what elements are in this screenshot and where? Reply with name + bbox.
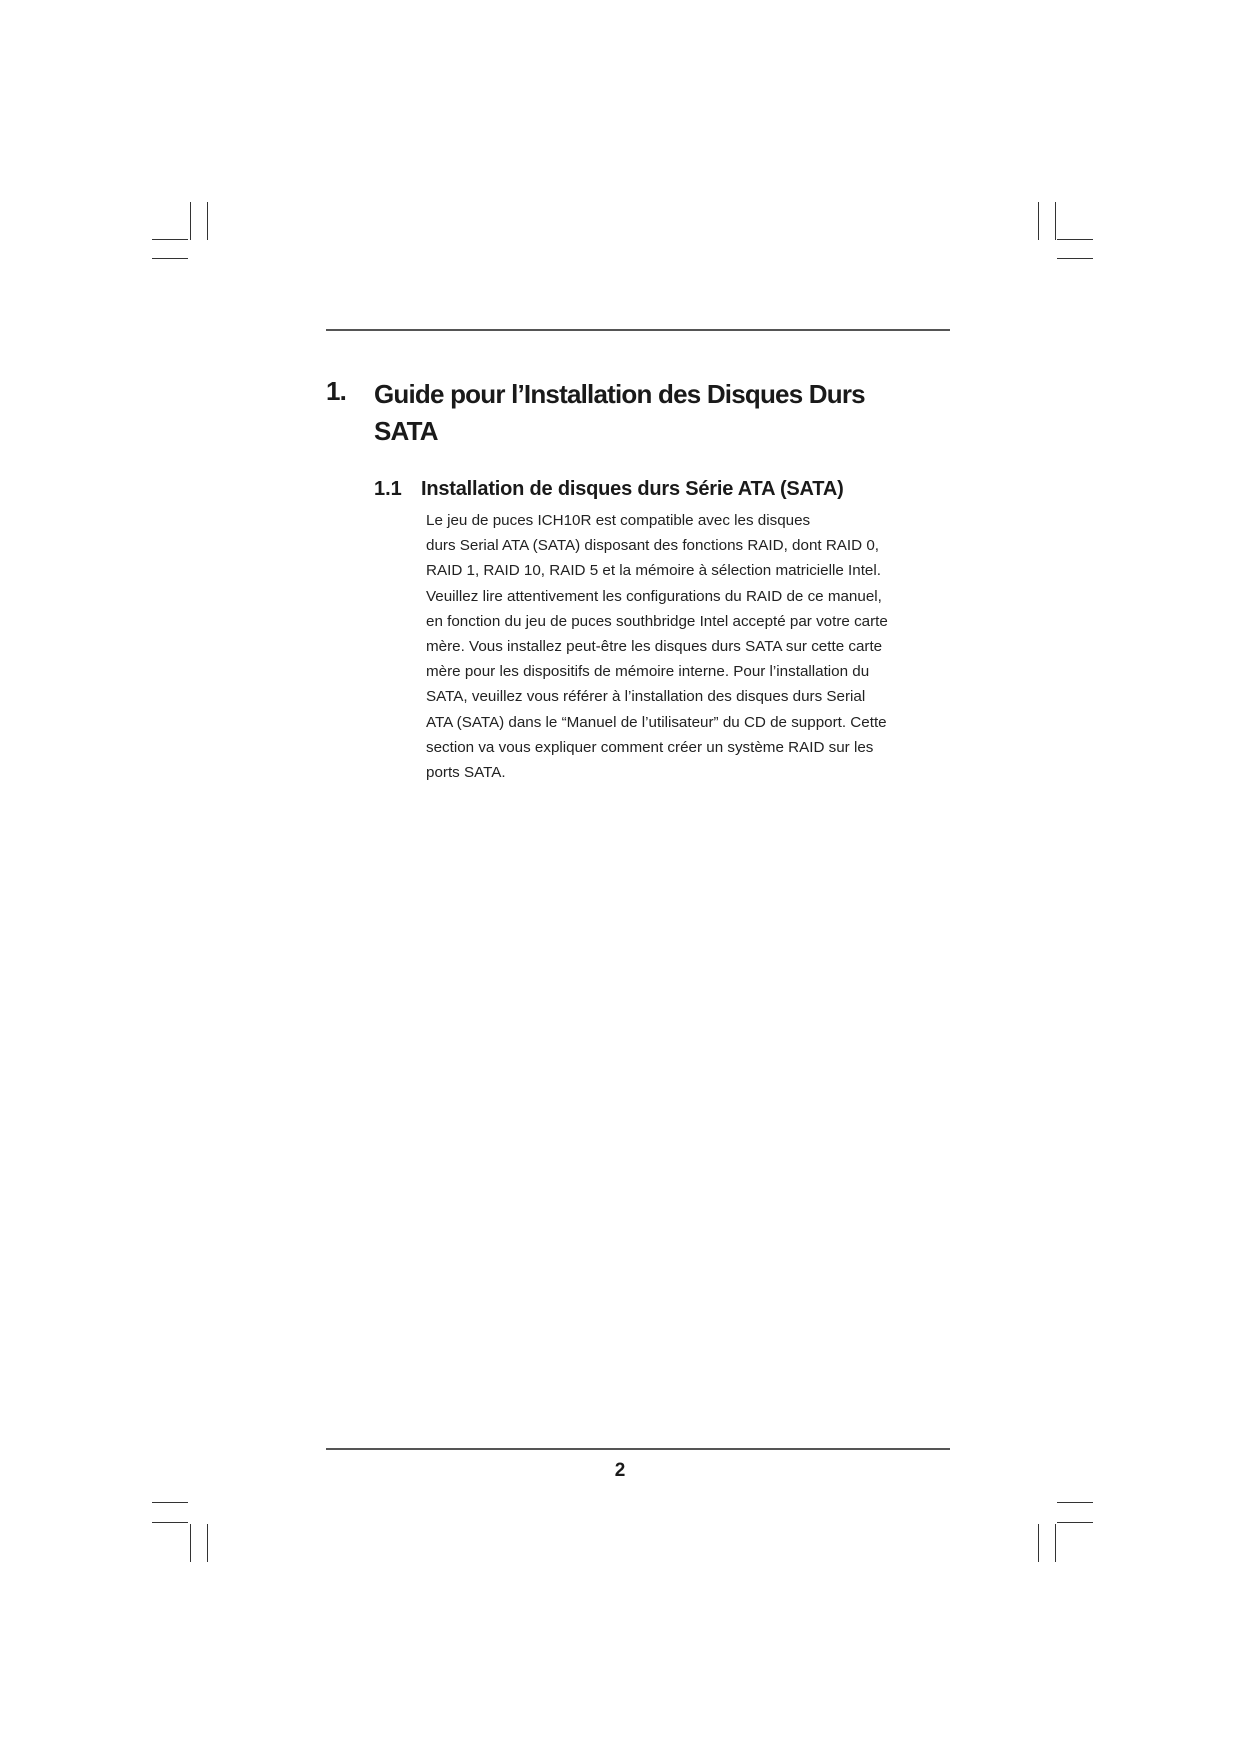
body-line: Le jeu de puces ICH10R est compatible avec les disques [426, 512, 811, 529]
crop-mark-bottom-left-v1 [190, 1524, 191, 1562]
page-number: 2 [614, 1460, 626, 1481]
crop-mark-bottom-right-v2 [1055, 1524, 1056, 1562]
body-line: mère. Vous installez peut-être les disques durs SATA sur cette carte [426, 638, 883, 656]
body-line: ports SATA. [426, 764, 506, 782]
body-line: ATA (SATA) dans le “Manuel de l’utilisateur” du CD de support. Cette [426, 713, 887, 731]
body-line: SATA, veuillez vous référer à l’installation des disques durs Serial [426, 688, 866, 706]
crop-mark-top-left-h1 [152, 239, 188, 240]
chapter-number: 1. [326, 376, 347, 406]
crop-mark-bottom-right-h2 [1057, 1522, 1093, 1523]
crop-mark-bottom-right-v1 [1038, 1524, 1039, 1562]
crop-mark-top-right-v2 [1055, 202, 1056, 240]
body-line: en fonction du jeu de puces southbridge Intel accepté par votre carte [426, 612, 888, 630]
body-line: mère pour les dispositifs de mémoire interne. Pour l’installation du [426, 663, 870, 681]
crop-mark-bottom-left-h2 [152, 1522, 188, 1523]
section-number: 1.1 [374, 478, 402, 500]
header-rule [326, 329, 950, 331]
body-line: durs Serial ATA (SATA) disposant des fonctions RAID, dont RAID 0, [426, 537, 880, 555]
crop-mark-bottom-left-v2 [207, 1524, 208, 1562]
crop-mark-top-left-h2 [152, 258, 188, 259]
body-paragraph [426, 508, 966, 785]
section-title: Installation de disques durs Série ATA (SATA) [421, 478, 844, 500]
crop-mark-top-right-v1 [1038, 202, 1039, 240]
crop-mark-top-right-h1 [1057, 239, 1093, 240]
crop-mark-top-left-v2 [207, 202, 208, 240]
body-line: section va vous expliquer comment créer un système RAID sur les [426, 738, 874, 756]
crop-mark-top-right-h2 [1057, 258, 1093, 259]
body-line: RAID 1, RAID 10, RAID 5 et la mémoire à sélection matricielle Intel. [426, 562, 881, 580]
chapter-title: Guide pour l’Installation des Disques Durs SATA [374, 379, 865, 446]
footer-rule [326, 1448, 950, 1450]
body-line: Veuillez lire attentivement les configurations du RAID de ce manuel, [426, 587, 882, 605]
crop-mark-bottom-right-h1 [1057, 1502, 1093, 1503]
crop-mark-top-left-v1 [190, 202, 191, 240]
crop-mark-bottom-left-h1 [152, 1502, 188, 1503]
